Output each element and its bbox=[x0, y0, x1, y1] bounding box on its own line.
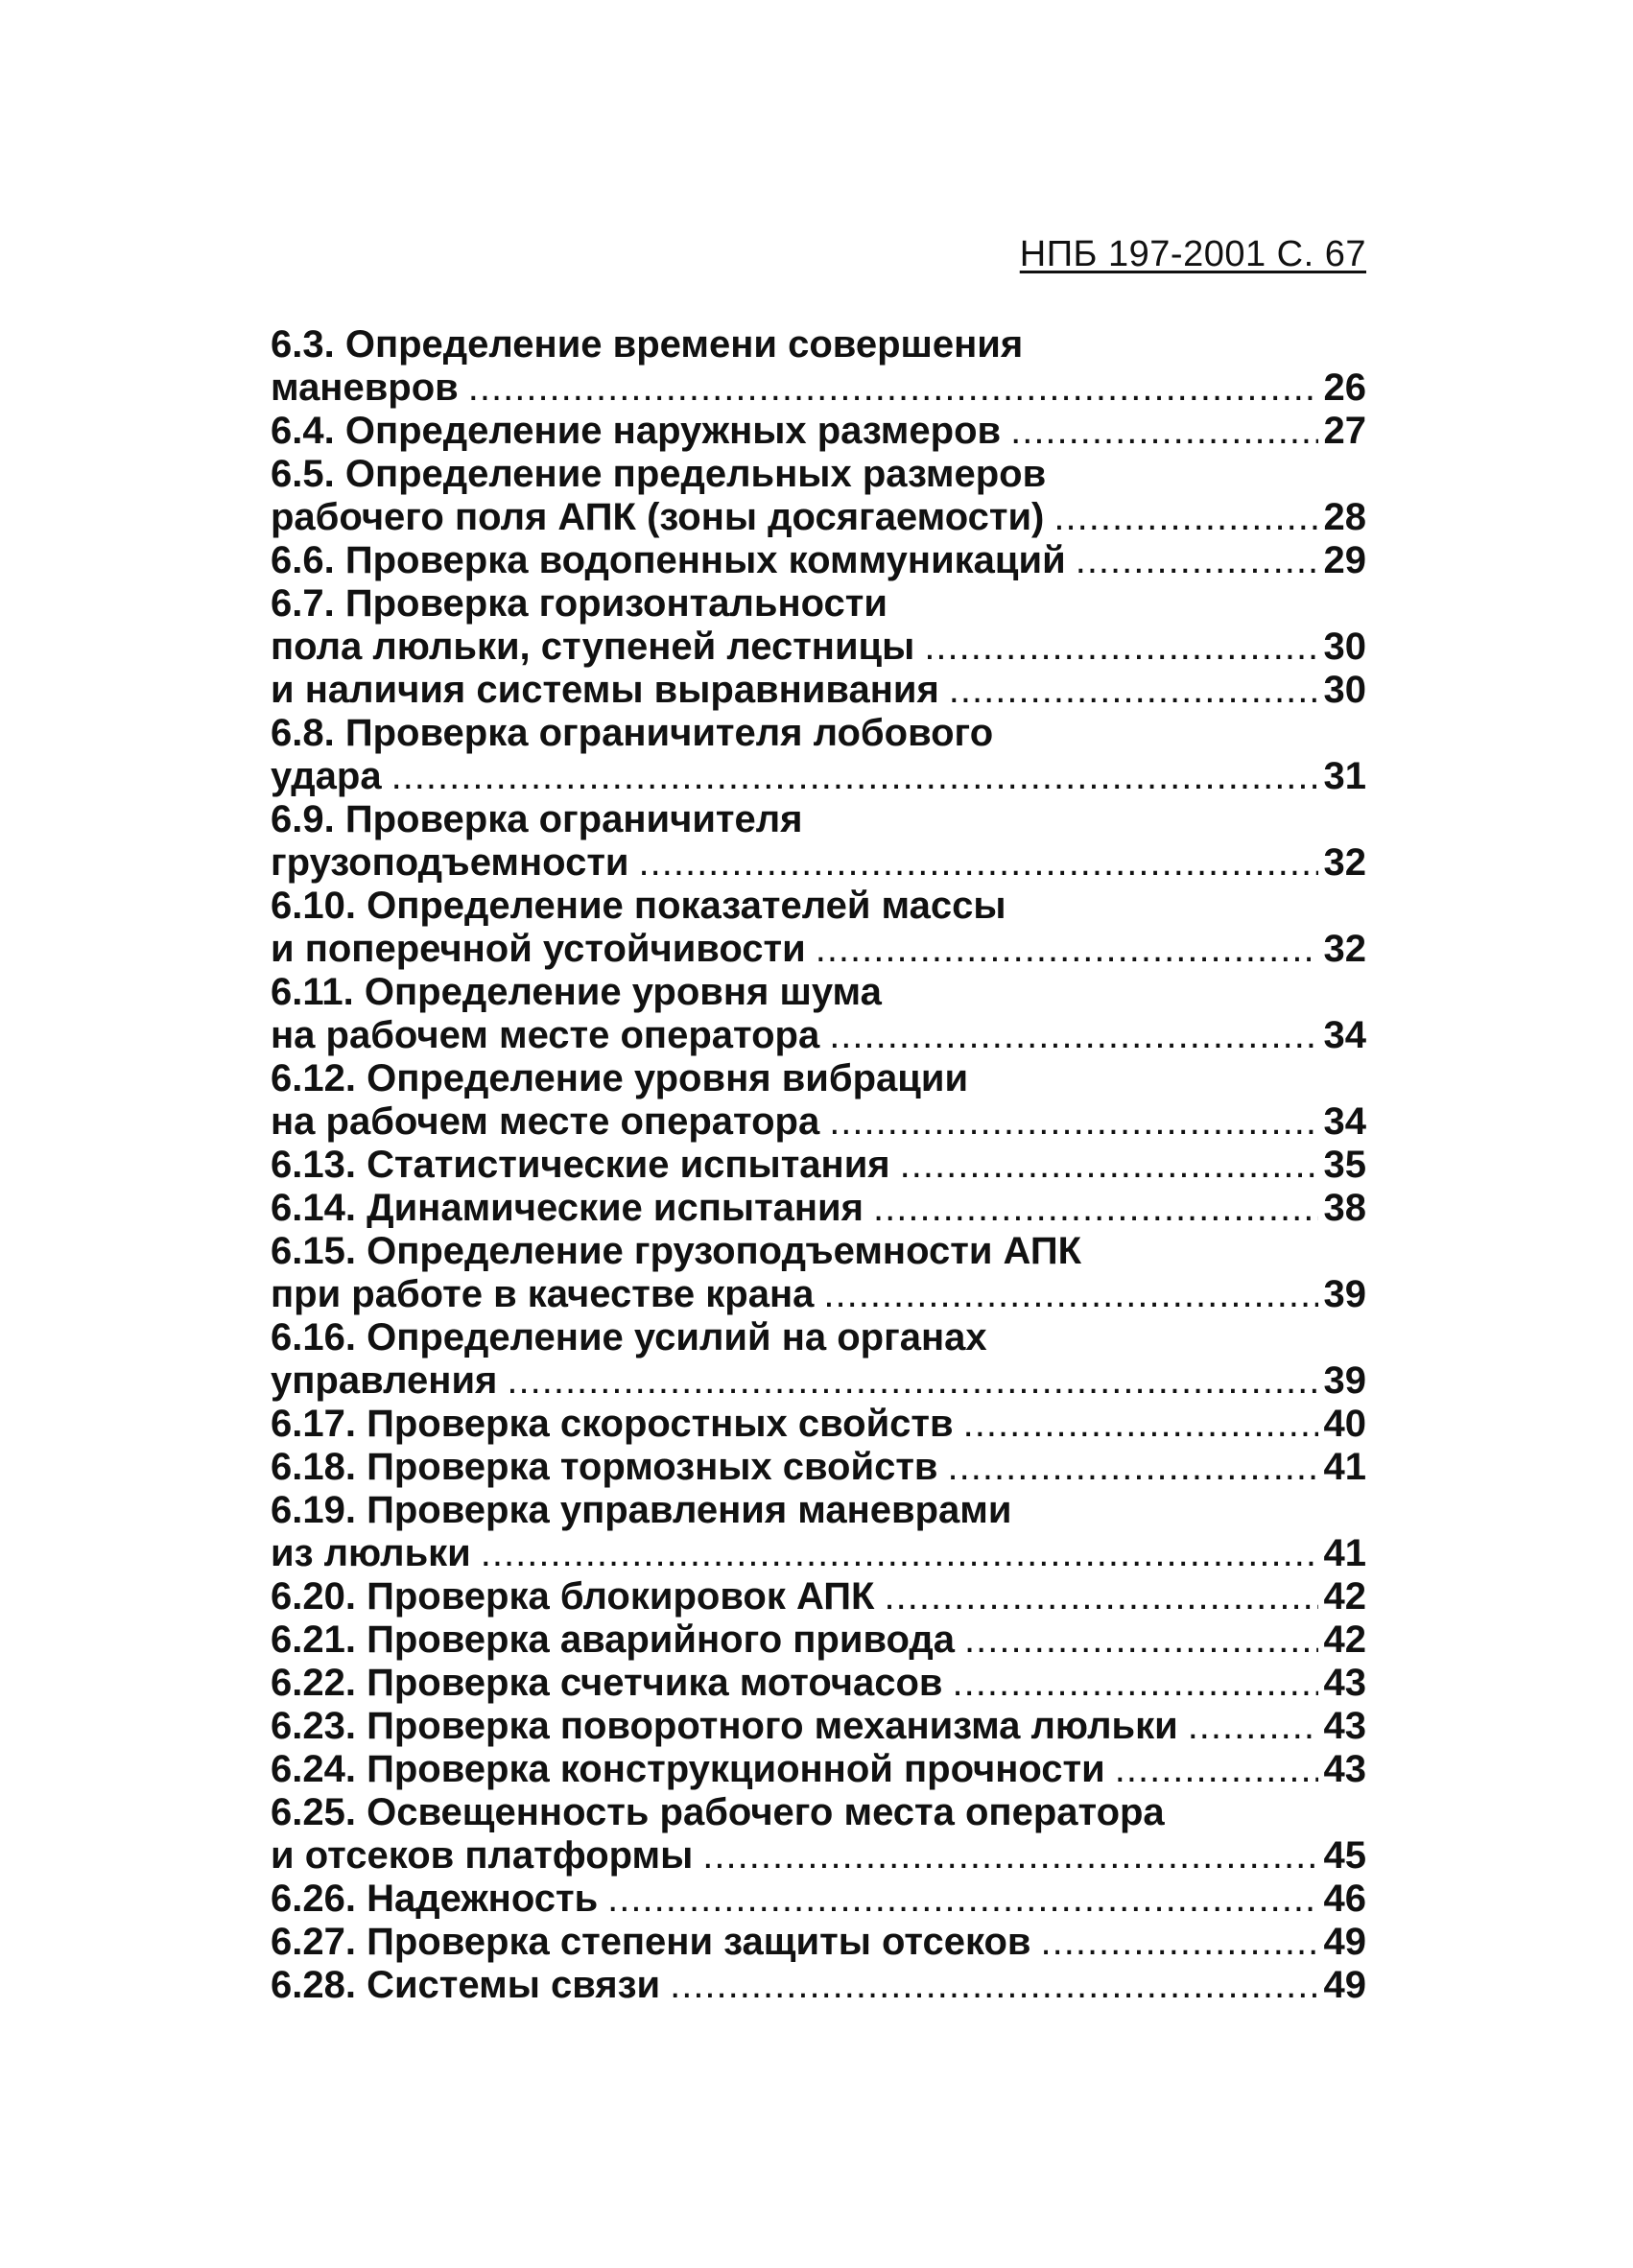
dot-leader bbox=[884, 1575, 1317, 1618]
toc-entry-text: маневров bbox=[271, 366, 459, 409]
toc-entry bbox=[271, 1878, 1366, 1921]
toc-page-number: 26 bbox=[1323, 366, 1366, 409]
toc-entry-text: и наличия системы выравнивания bbox=[271, 669, 939, 711]
toc-entry bbox=[271, 1921, 1366, 1964]
toc-page-number: 43 bbox=[1323, 1705, 1366, 1747]
toc-entry-text: из люльки bbox=[271, 1532, 471, 1574]
toc-entry bbox=[271, 366, 1366, 410]
dot-leader bbox=[949, 669, 1318, 712]
dot-leader bbox=[702, 1834, 1317, 1878]
toc-page-number: 43 bbox=[1323, 1748, 1366, 1790]
toc-entry bbox=[271, 1489, 1366, 1532]
toc-entry-text: 6.15. Определение грузоподъемности АПК bbox=[271, 1230, 1082, 1272]
toc-entry-text: 6.25. Освещенность рабочего места оператора bbox=[271, 1791, 1165, 1833]
dot-leader bbox=[639, 841, 1318, 885]
toc-page-number: 49 bbox=[1323, 1964, 1366, 2006]
toc-entry-text: при работе в качестве крана bbox=[271, 1273, 815, 1315]
toc-entry-text: 6.3. Определение времени совершения bbox=[271, 323, 1024, 366]
toc-entry-text: рабочего поля АПК (зоны досягаемости) bbox=[271, 496, 1045, 538]
dot-leader bbox=[391, 755, 1318, 798]
toc-entry-text: 6.8. Проверка ограничителя лобового bbox=[271, 712, 994, 754]
toc-entry-text: 6.23. Проверка поворотного механизма люльки bbox=[271, 1705, 1178, 1747]
dot-leader bbox=[823, 1273, 1317, 1316]
toc-entry bbox=[271, 1014, 1366, 1057]
toc-page-number: 31 bbox=[1323, 755, 1366, 797]
toc-entry bbox=[271, 410, 1366, 453]
dot-leader bbox=[670, 1964, 1317, 2007]
dot-leader bbox=[829, 1014, 1317, 1057]
dot-leader bbox=[924, 626, 1317, 669]
dot-leader bbox=[1188, 1705, 1318, 1748]
toc-page-number: 30 bbox=[1323, 626, 1366, 668]
toc-entry bbox=[271, 755, 1366, 798]
dot-leader bbox=[1053, 496, 1317, 539]
toc-page-number: 30 bbox=[1323, 669, 1366, 711]
dot-leader bbox=[1115, 1748, 1318, 1791]
toc-entry-text: 6.11. Определение уровня шума bbox=[271, 971, 882, 1013]
toc-entry-text: 6.13. Статистические испытания bbox=[271, 1144, 890, 1186]
toc-entry bbox=[271, 1446, 1366, 1489]
toc-page-number: 41 bbox=[1323, 1532, 1366, 1574]
dot-leader bbox=[953, 1662, 1318, 1705]
toc-entry bbox=[271, 582, 1366, 626]
toc-entry bbox=[271, 971, 1366, 1014]
dot-leader bbox=[829, 1100, 1317, 1144]
dot-leader bbox=[1040, 1921, 1317, 1964]
dot-leader bbox=[963, 1403, 1318, 1446]
toc-page-number: 42 bbox=[1323, 1575, 1366, 1618]
toc-entry-text: грузоподъемности bbox=[271, 841, 629, 884]
toc-entry bbox=[271, 1618, 1366, 1662]
toc-entry-text: 6.10. Определение показателей массы bbox=[271, 885, 1006, 927]
toc-entry bbox=[271, 1964, 1366, 2007]
toc-entry bbox=[271, 496, 1366, 539]
toc-page-number: 32 bbox=[1323, 928, 1366, 970]
toc-entry-text: 6.28. Системы связи bbox=[271, 1964, 661, 2006]
dot-leader bbox=[873, 1187, 1318, 1230]
toc-entry bbox=[271, 798, 1366, 841]
toc-entry bbox=[271, 1316, 1366, 1359]
toc-page-number: 34 bbox=[1323, 1100, 1366, 1143]
toc-entry-text: 6.24. Проверка конструкционной прочности bbox=[271, 1748, 1105, 1790]
dot-leader bbox=[481, 1532, 1318, 1575]
toc-entry-text: и поперечной устойчивости bbox=[271, 928, 806, 970]
toc-entry-text: 6.4. Определение наружных размеров bbox=[271, 410, 1002, 452]
toc-entry-text: 6.14. Динамические испытания bbox=[271, 1187, 864, 1229]
toc-entry bbox=[271, 539, 1366, 582]
toc-entry-text: 6.9. Проверка ограничителя bbox=[271, 798, 803, 840]
toc-page-number: 43 bbox=[1323, 1662, 1366, 1704]
toc-page-number: 27 bbox=[1323, 410, 1366, 452]
toc-entry-text: 6.18. Проверка тормозных свойств bbox=[271, 1446, 938, 1488]
dot-leader bbox=[948, 1446, 1318, 1489]
toc-entry bbox=[271, 1359, 1366, 1403]
toc-page-number: 38 bbox=[1323, 1187, 1366, 1229]
dot-leader bbox=[816, 928, 1318, 971]
toc-entry bbox=[271, 453, 1366, 496]
toc-entry bbox=[271, 1403, 1366, 1446]
toc-entry bbox=[271, 1532, 1366, 1575]
toc-entry-text: 6.17. Проверка скоростных свойств bbox=[271, 1403, 954, 1445]
toc-entry-text: удара bbox=[271, 755, 382, 797]
toc-entry bbox=[271, 841, 1366, 885]
toc-entry bbox=[271, 712, 1366, 755]
toc-entry-text: 6.21. Проверка аварийного привода bbox=[271, 1618, 956, 1661]
toc-entry-text: 6.6. Проверка водопенных коммуникаций bbox=[271, 539, 1066, 581]
toc-entry bbox=[271, 1100, 1366, 1144]
toc-entry-text: пола люльки, ступеней лестницы bbox=[271, 626, 915, 668]
toc-entry-text: управления bbox=[271, 1359, 498, 1402]
toc-entry-text: 6.20. Проверка блокировок АПК bbox=[271, 1575, 875, 1618]
toc-entry-text: 6.16. Определение усилий на органах bbox=[271, 1316, 987, 1358]
toc-page-number: 49 bbox=[1323, 1921, 1366, 1963]
toc-entry bbox=[271, 1662, 1366, 1705]
toc-entry-text: 6.19. Проверка управления маневрами bbox=[271, 1489, 1012, 1531]
toc-entry bbox=[271, 1575, 1366, 1618]
toc-entry-text: на рабочем месте оператора bbox=[271, 1100, 820, 1143]
toc-entry bbox=[271, 1187, 1366, 1230]
dot-leader bbox=[1010, 410, 1317, 453]
running-header: НПБ 197-2001 С. 67 bbox=[1019, 234, 1366, 274]
toc-entry bbox=[271, 626, 1366, 669]
dot-leader bbox=[1076, 539, 1318, 582]
toc-entry-text: 6.26. Надежность bbox=[271, 1878, 599, 1920]
toc-page-number: 29 bbox=[1323, 539, 1366, 581]
table-of-contents bbox=[271, 323, 1366, 2007]
toc-entry-text: и отсеков платформы bbox=[271, 1834, 694, 1877]
toc-entry bbox=[271, 928, 1366, 971]
toc-page-number: 40 bbox=[1323, 1403, 1366, 1445]
toc-page-number: 32 bbox=[1323, 841, 1366, 884]
toc-page-number: 39 bbox=[1323, 1359, 1366, 1402]
toc-entry bbox=[271, 1057, 1366, 1100]
toc-page-number: 46 bbox=[1323, 1878, 1366, 1920]
toc-entry bbox=[271, 1230, 1366, 1273]
toc-entry bbox=[271, 885, 1366, 928]
toc-entry bbox=[271, 1144, 1366, 1187]
dot-leader bbox=[468, 366, 1318, 410]
dot-leader bbox=[507, 1359, 1317, 1403]
toc-page-number: 42 bbox=[1323, 1618, 1366, 1661]
toc-page-number: 28 bbox=[1323, 496, 1366, 538]
dot-leader bbox=[964, 1618, 1317, 1662]
toc-entry-text: 6.22. Проверка счетчика моточасов bbox=[271, 1662, 943, 1704]
toc-entry bbox=[271, 1791, 1366, 1834]
toc-entry-text: 6.27. Проверка степени защиты отсеков bbox=[271, 1921, 1031, 1963]
toc-entry bbox=[271, 1834, 1366, 1878]
toc-page-number: 45 bbox=[1323, 1834, 1366, 1877]
toc-entry-text: 6.12. Определение уровня вибрации bbox=[271, 1057, 969, 1099]
toc-entry-text: 6.5. Определение предельных размеров bbox=[271, 453, 1047, 495]
toc-entry bbox=[271, 1273, 1366, 1316]
toc-page-number: 39 bbox=[1323, 1273, 1366, 1315]
toc-entry bbox=[271, 1705, 1366, 1748]
toc-entry-text: 6.7. Проверка горизонтальности bbox=[271, 582, 888, 625]
toc-entry bbox=[271, 1748, 1366, 1791]
dot-leader bbox=[900, 1144, 1318, 1187]
toc-page-number: 34 bbox=[1323, 1014, 1366, 1056]
toc-page-number: 35 bbox=[1323, 1144, 1366, 1186]
dot-leader bbox=[607, 1878, 1317, 1921]
toc-entry bbox=[271, 669, 1366, 712]
toc-entry bbox=[271, 323, 1366, 366]
toc-page-number: 41 bbox=[1323, 1446, 1366, 1488]
toc-entry-text: на рабочем месте оператора bbox=[271, 1014, 820, 1056]
